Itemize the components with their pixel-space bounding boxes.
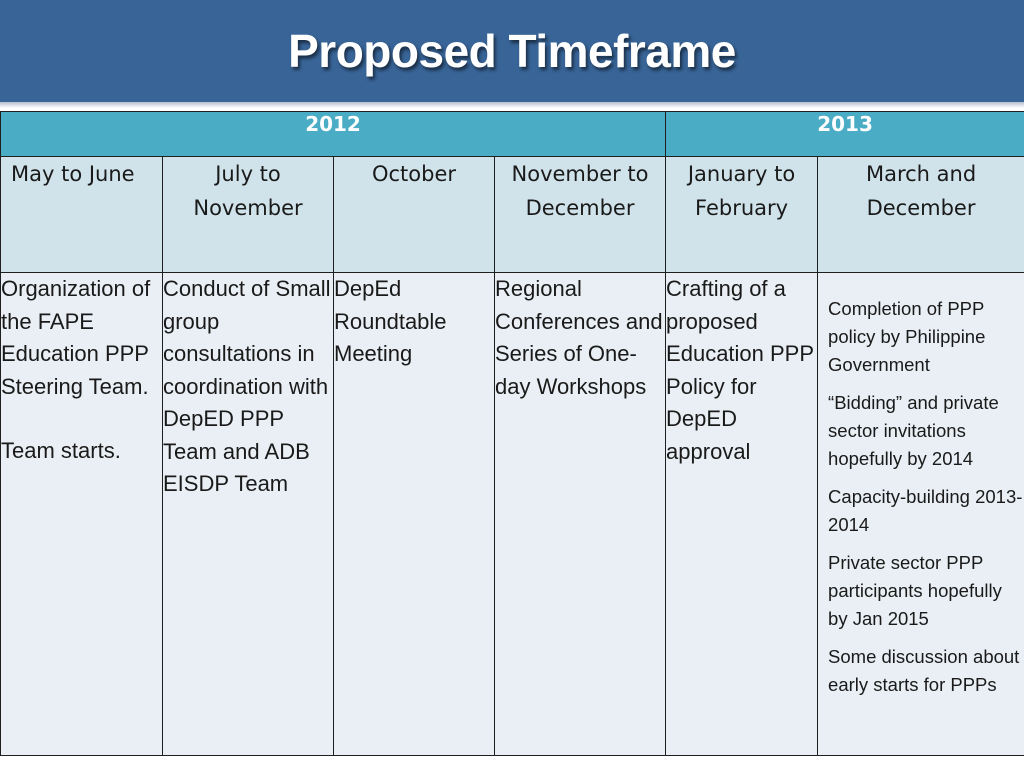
activity-cell xyxy=(666,273,818,756)
paragraph-gap xyxy=(1,403,162,435)
title-bar-shadow xyxy=(0,102,1024,108)
period-header: October xyxy=(334,157,495,273)
period-header: January to February xyxy=(666,157,818,273)
activity-text: DepEd Roundtable Meeting xyxy=(334,276,447,366)
year-2012-header: 2012 xyxy=(1,112,666,157)
year-header-row xyxy=(1,112,1024,157)
activity-text: Organization of the FAPE Education PPP Steering Team. xyxy=(1,276,151,399)
period-header: May to June xyxy=(1,157,163,273)
activity-item: “Bidding” and private sector invitations hopefully by 2014 xyxy=(828,392,999,469)
activity-item: Private sector PPP participants hopefully by Jan 2015 xyxy=(828,552,1002,629)
activity-text: Regional Conferences and Series of One-day Workshops xyxy=(495,276,663,399)
period-header: March and December xyxy=(818,157,1024,273)
title-bar xyxy=(0,0,1024,102)
timeframe-table xyxy=(0,111,1024,756)
activity-cell xyxy=(163,273,334,756)
period-header: November to December xyxy=(495,157,666,273)
period-header-row xyxy=(1,157,1024,273)
activity-item: Capacity-building 2013-2014 xyxy=(828,486,1023,535)
activity-cell xyxy=(334,273,495,756)
period-header: July to November xyxy=(163,157,334,273)
activity-item: Completion of PPP policy by Philippine Government xyxy=(828,298,986,375)
slide-title: Proposed Timeframe xyxy=(288,25,736,77)
activity-text: Crafting of a proposed Education PPP Policy for DepED approval xyxy=(666,276,814,464)
activity-cell xyxy=(495,273,666,756)
activity-cell xyxy=(818,273,1024,756)
activity-cell xyxy=(1,273,163,756)
activity-text: Conduct of Small group consultations in coordination with DepED PPP Team and ADB EISDP Team xyxy=(163,276,331,496)
year-2013-header: 2013 xyxy=(666,112,1024,157)
activities-row xyxy=(1,273,1024,756)
activity-text: Team starts. xyxy=(1,438,121,463)
activity-item: Some discussion about early starts for PPPs xyxy=(828,646,1020,695)
